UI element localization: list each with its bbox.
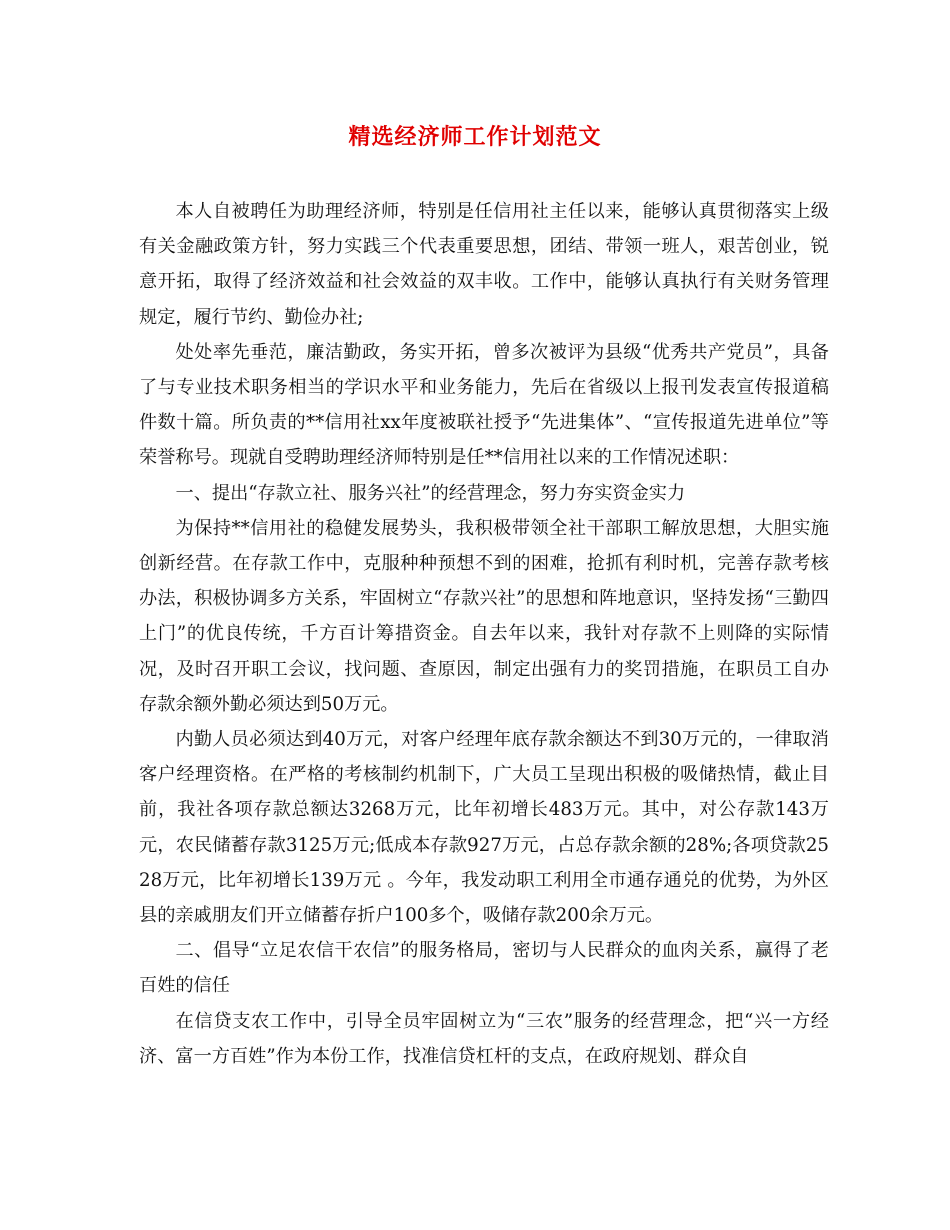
section-heading-1: 一、提出“存款立社、服务兴社”的经营理念，努力夯实资金实力 — [175, 482, 686, 504]
section-heading-2: 二、倡导“立足农信干农信”的服务格局，密切与人民群众的血肉关系，赢得了老百姓的信任 — [139, 940, 829, 997]
paragraph-honors: 处处率先垂范，廉洁勤政，务实开拓，曾多次被评为县级“优秀共产党员”，具备了与专业技术职务相当的学识水平和业务能力，先后在省级以上报刊发表宣传报道稿件数十篇。所负责的**信用社xx年度被联社授予“先进集体”、“宣传报道先进单位”等荣誉称号。现就自受聘助理经济师特别是任**信用社以来的工作情况述职： — [139, 341, 829, 469]
document-body — [139, 194, 829, 1074]
paragraph-results: 内勤人员必须达到40万元，对客户经理年底存款余额达不到30万元的，一律取消客户经理资格。在严格的考核制约机制下，广大员工呈现出积极的吸储热情，截止目前，我社各项存款总额达3268万元，比年初增长483万元。其中，对公存款143万元，农民储蓄存款3125万元;低成本存款927万元，占总存款余额的28%;各项贷款2528万元，比年初增长139万元 。今年，我发动职工利用全市通存通兑的优势，为外区县的亲戚朋友们开立储蓄存折户100多个，吸储存款200余万元。 — [139, 729, 829, 927]
paragraph-deposits: 为保持**信用社的稳健发展势头，我积极带领全社干部职工解放思想，大胆实施创新经营。在存款工作中，克服种种预想不到的困难，抢抓有利时机，完善存款考核办法，积极协调多方关系，牢固树立“存款兴社”的思想和阵地意识，坚持发扬“三勤四上门”的优良传统，千方百计筹措资金。自去年以来，我针对存款不上则降的实际情况，及时召开职工会议，找问题、查原因，制定出强有力的奖罚措施，在职员工自办存款余额外勤必须达到50万元。 — [139, 517, 829, 715]
document-title: 精选经济师工作计划范文 — [348, 125, 602, 150]
paragraph-credit: 在信贷支农工作中，引导全员牢固树立为“三农”服务的经营理念，把“兴一方经济、富一方百姓”作为本份工作，找准信贷杠杆的支点，在政府规划、群众自 — [139, 1010, 829, 1067]
paragraph-intro: 本人自被聘任为助理经济师，特别是任信用社主任以来，能够认真贯彻落实上级有关金融政策方针，努力实践三个代表重要思想，团结、带领一班人，艰苦创业，锐意开拓，取得了经济效益和社会效益的双丰收。工作中，能够认真执行有关财务管理规定，履行节约、勤俭办社; — [139, 201, 829, 328]
